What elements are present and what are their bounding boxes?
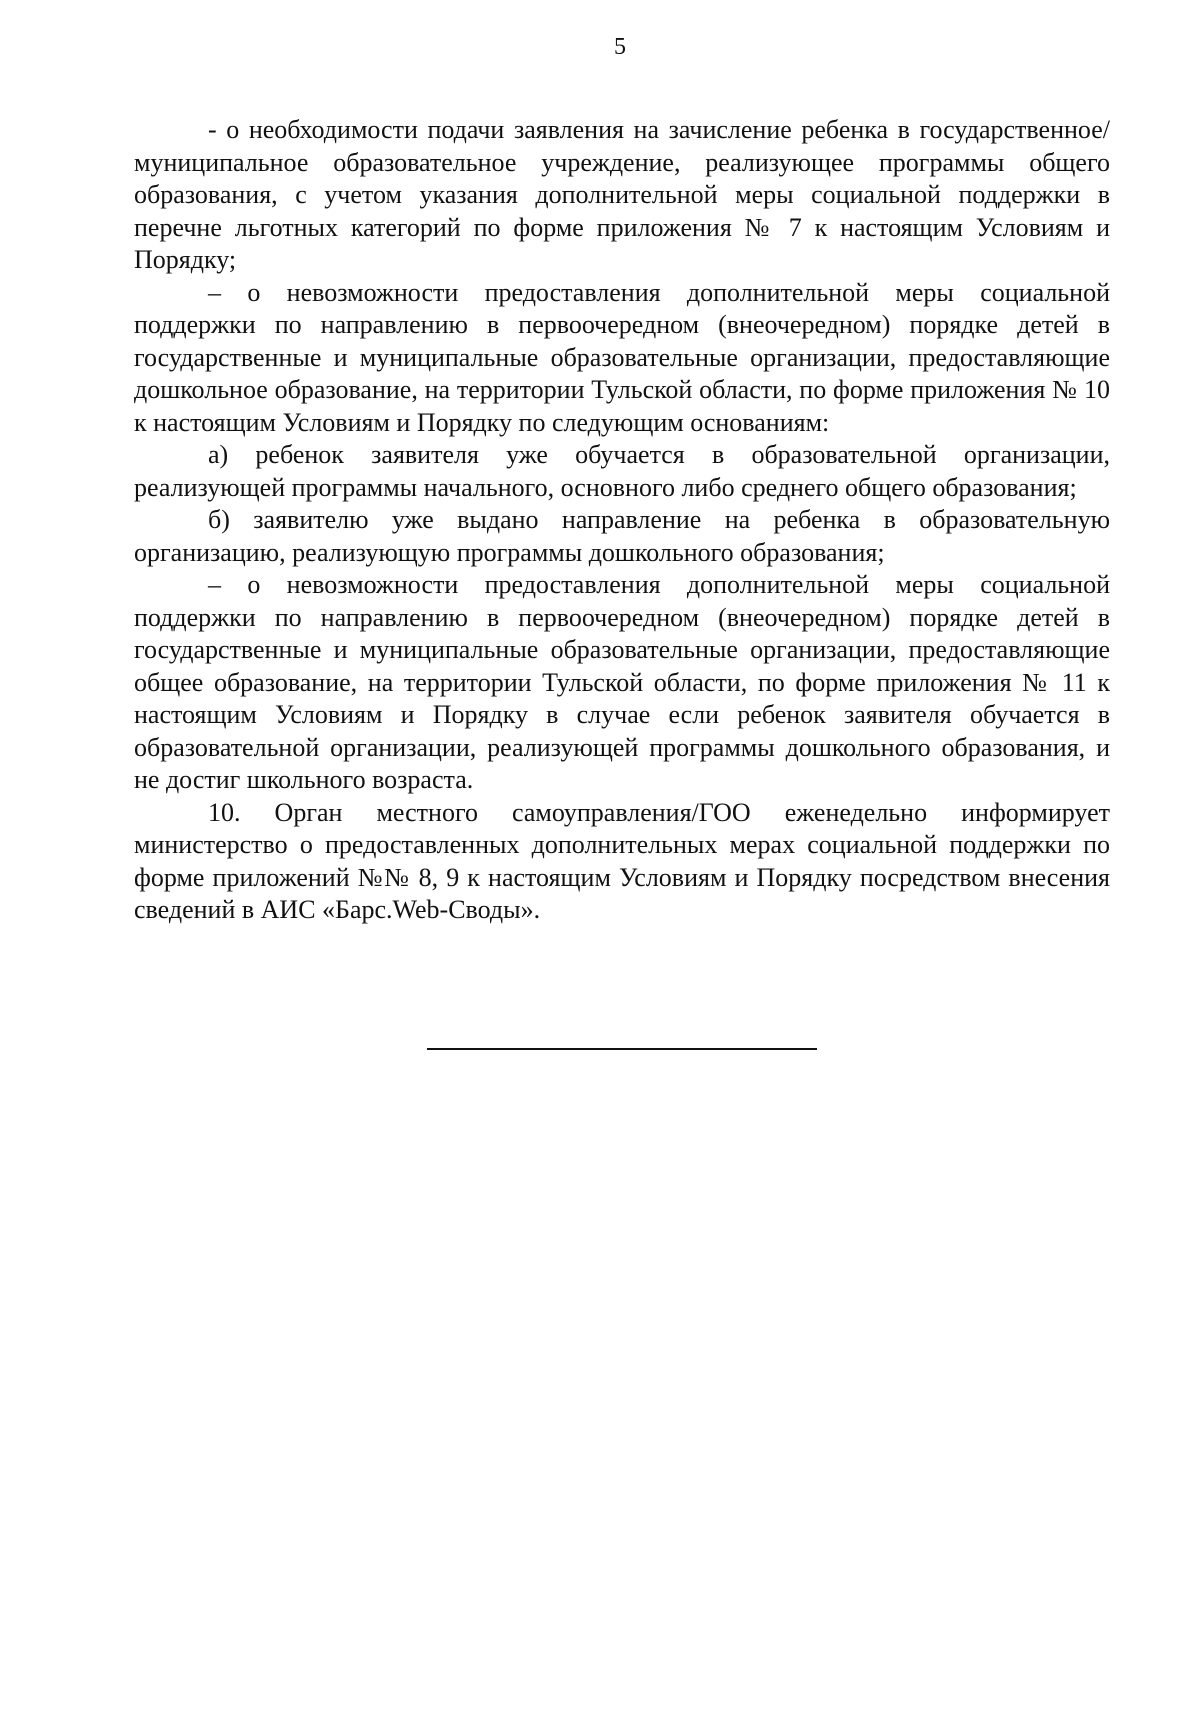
paragraph-preschool-refusal: – о невозможности предоставления дополнительной меры социальной поддержки по направлению в первоочередном (внеочередном) порядке детей в государственные и муниципальные образовательные организации, предоставляющие дошкольное образование, на территории Тульской области, по форме приложения № 10 к настоящим Условиям и Порядку по следующим основаниям: bbox=[134, 277, 1110, 437]
page-number: 5 bbox=[614, 34, 626, 60]
paragraph-item-10: 10. Орган местного самоуправления/ГОО еженедельно информирует министерство о предоставленных дополнительных мерах социальной поддержки по форме приложений №№ 8, 9 к настоящим Условиям и Порядку посредством внесения сведений в АИС «Барс.Web-Своды». bbox=[134, 797, 1110, 924]
paragraph-application-notice: - о необходимости подачи заявления на зачисление ребенка в государственное/муниципальное образовательное учреждение, реализующее программы общего образования, с учетом указания дополнительной меры социальной поддержки в перечне льготных категорий по форме приложения № 7 к настоящим Условиям и Порядку; bbox=[134, 115, 1110, 274]
document-body bbox=[134, 114, 1110, 927]
paragraph-ground-b: б) заявителю уже выдано направление на ребенка в образовательную организацию, реализующую программы дошкольного образования; bbox=[134, 505, 1110, 567]
paragraph-general-education-refusal: – о невозможности предоставления дополнительной меры социальной поддержки по направлению в первоочередном (внеочередном) порядке детей в государственные и муниципальные образовательные организации, предоставляющие общее образование, на территории Тульской области, по форме приложения № 11 к настоящим Условиям и Порядку в случае если ребенок заявителя обучается в образовательной организации, реализующей программы дошкольного образования, и не достиг школьного возраста. bbox=[134, 570, 1110, 794]
paragraph-ground-a: а) ребенок заявителя уже обучается в образовательной организации, реализующей программы начального, основного либо среднего общего образования; bbox=[134, 440, 1110, 502]
closing-divider bbox=[427, 1048, 817, 1050]
